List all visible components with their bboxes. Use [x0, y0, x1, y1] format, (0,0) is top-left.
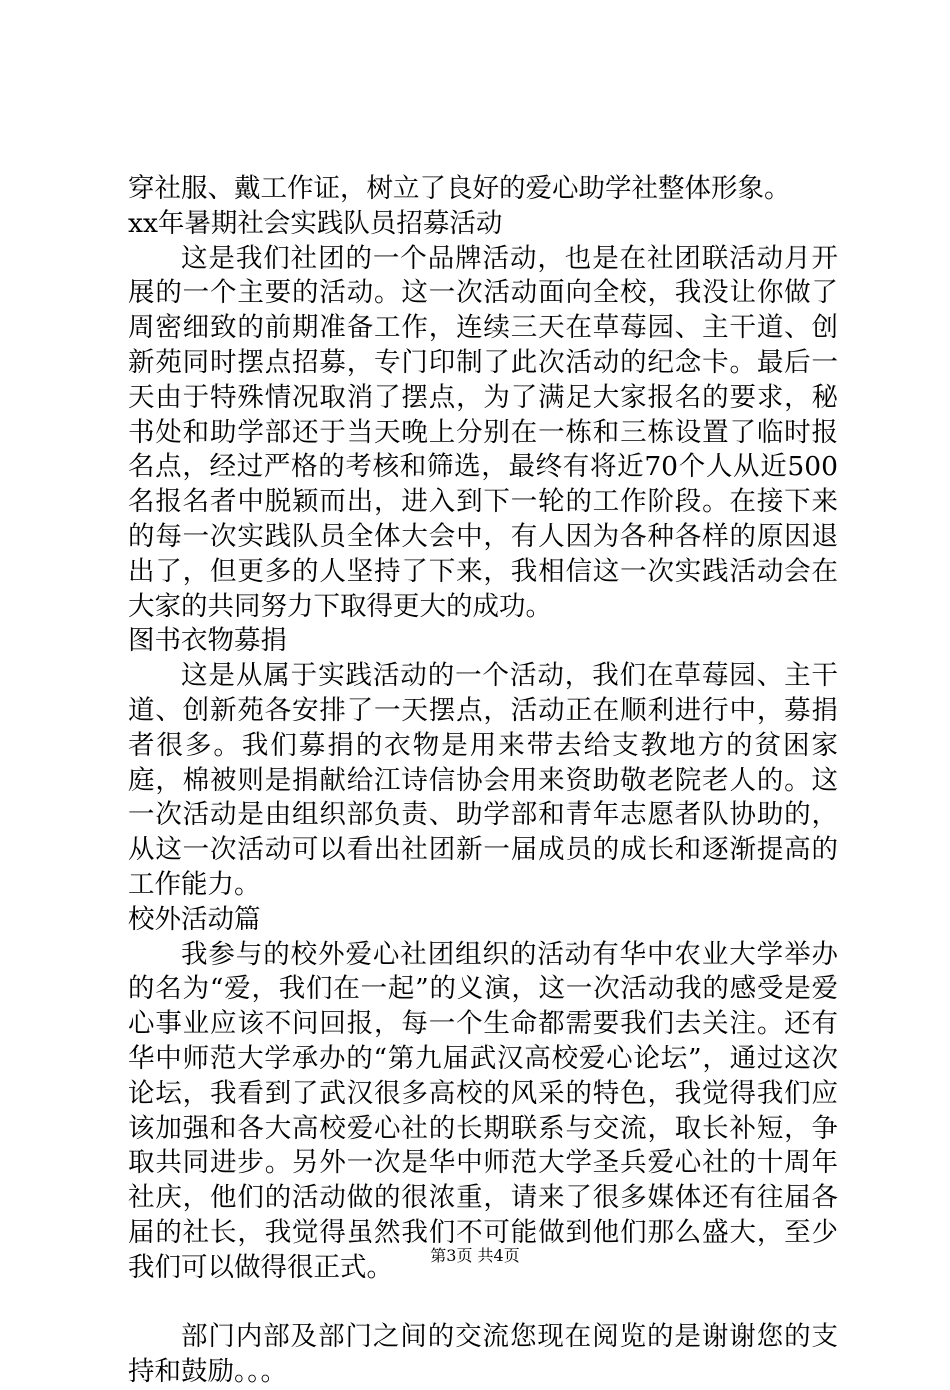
page-number-footer: 第3页 共4页: [430, 1246, 520, 1265]
paragraph-external: 我参与的校外爱心社团组织的活动有华中农业大学举办的名为“爱，我们在一起”的义演，这一次活动我的感受是爱心事业应该不问回报，每一个生命都需要我们去关注。还有华中师范大学承办的“第九届武汉高校爱心论坛”，通过这次论坛，我看到了武汉很多高校的风采的特色，我觉得我们应该加强和各大高校爱心社的长期联系与交流，取长补短，争取共同进步。另外一次是华中师范大学圣兵爱心社的十周年社庆，他们的活动做的很浓重，请来了很多媒体还有往届各届的社长，我觉得虽然我们不可能做到他们那么盛大，至少我们可以做得很正式。: [128, 938, 838, 1283]
paragraph-closing: 部门内部及部门之间的交流您现在阅览的是谢谢您的支持和鼓励。。。: [128, 1321, 838, 1388]
paragraph-spacer: [128, 1286, 838, 1321]
paragraph-donation: 这是从属于实践活动的一个活动，我们在草莓园、主干道、创新苑各安排了一天摆点，活动正在顺利进行中，募捐者很多。我们募捐的衣物是用来带去给支教地方的贫困家庭，棉被则是捐献给江诗信协会用来资助敬老院老人的。这一次活动是由组织部负责、助学部和青年志愿者队协助的，从这一次活动可以看出社团新一届成员的成长和逐渐提高的工作能力。: [128, 660, 838, 900]
section-heading-recruitment: xx年暑期社会实践队员招募活动: [128, 207, 503, 239]
paragraph-recruitment: 这是我们社团的一个品牌活动，也是在社团联活动月开展的一个主要的活动。这一次活动面向全校，我没让你做了周密细致的前期准备工作，连续三天在草莓园、主干道、创新苑同时摆点招募，专门印制了此次活动的纪念卡。最后一天由于特殊情况取消了摆点，为了满足大家报名的要求，秘书处和助学部还于当天晚上分别在一栋和三栋设置了临时报名点，经过严格的考核和筛选，最终有将近70个人从近500名报名者中脱颖而出，进入到下一轮的工作阶段。在接下来的每一次实践队员全体大会中，有人因为各种各样的原因退出了，但更多的人坚持了下来，我相信这一次实践活动会在大家的共同努力下取得更大的成功。: [128, 242, 838, 622]
section-heading-external: 校外活动篇: [128, 903, 261, 935]
paragraph-continued: 穿社服、戴工作证，树立了良好的爱心助学社整体形象。: [128, 173, 791, 204]
document-body: [128, 172, 838, 1390]
section-heading-donation: 图书衣物募捐: [128, 625, 287, 657]
